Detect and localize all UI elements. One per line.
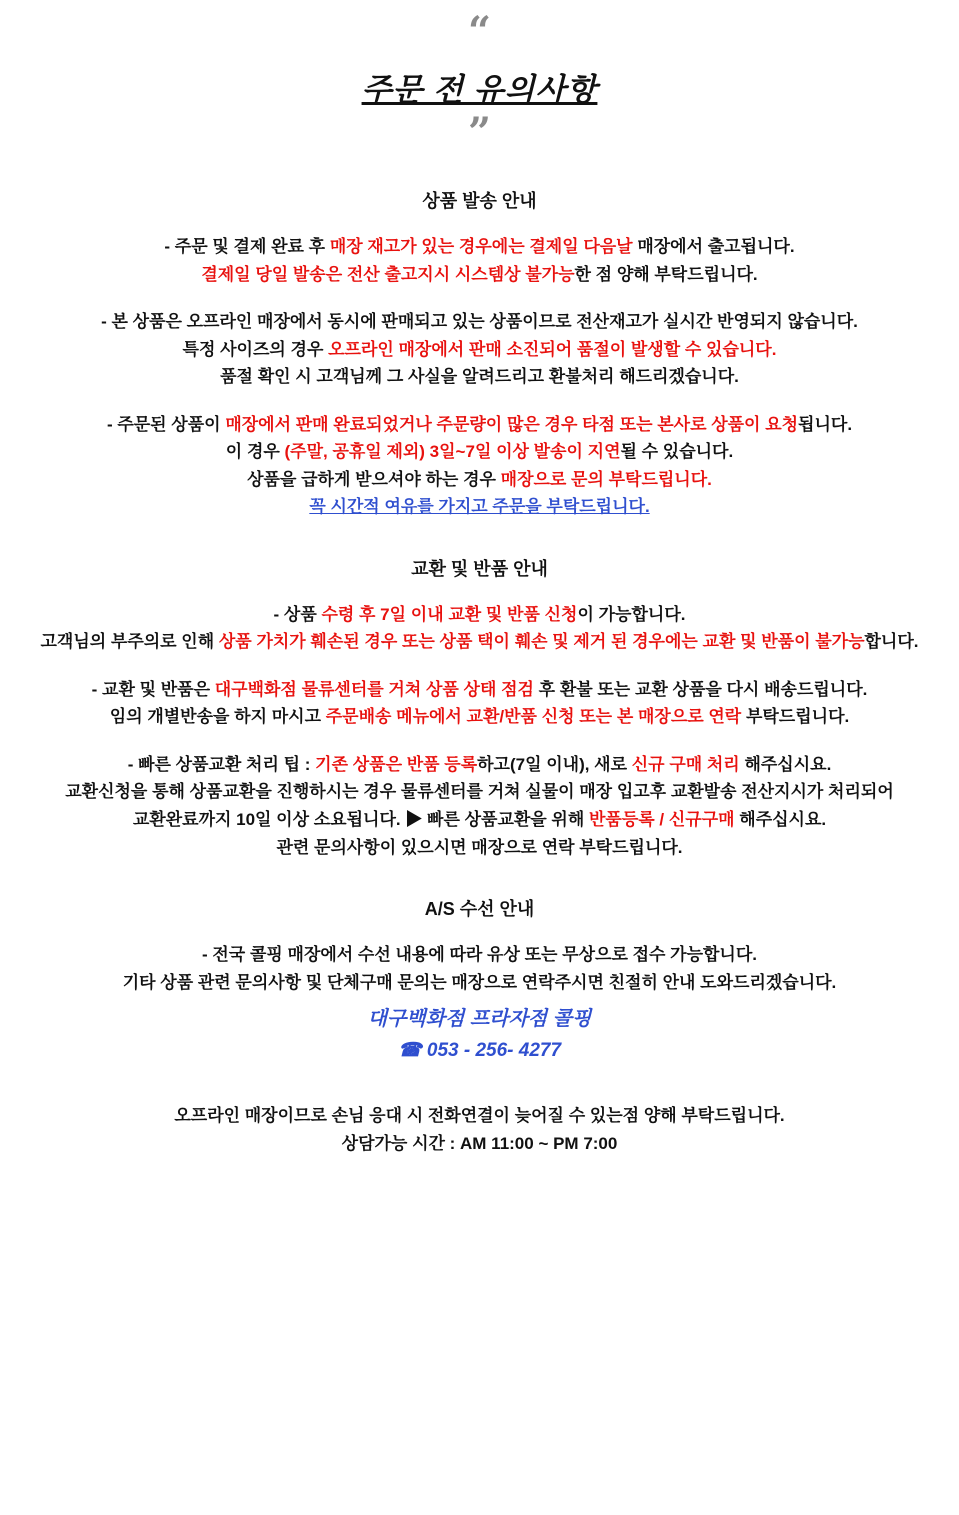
notice-sections — [0, 187, 959, 996]
notice-text-run: 교환완료까지 10일 이상 소요됩니다. ▶ 빠른 상품교환을 위해 — [132, 809, 589, 829]
notice-text-run: 후 환불 또는 교환 상품을 다시 배송드립니다. — [533, 679, 868, 699]
store-name: 대구백화점 프라자점 콜핑 — [367, 1008, 592, 1031]
store-phone: ☎ 053 - 256- 4277 — [397, 1040, 562, 1062]
section-heading: A/S 수선 안내 — [424, 899, 535, 920]
notice-text-run: - 주문 및 결제 완료 후 — [164, 237, 330, 256]
notice-line — [0, 308, 959, 336]
notice-line — [0, 778, 959, 806]
notice-text-run: - 상품 — [273, 604, 322, 624]
notice-text-run: 매장에서 판매 완료되었거나 주문량이 많은 경우 타점 또는 본사로 상품이 요청 — [225, 414, 799, 434]
notice-section — [0, 895, 959, 996]
notice-text-run: 해주십시요. — [739, 754, 832, 774]
notice-text-run: 상품 가치가 훼손된 경우 또는 상품 택이 훼손 및 제거 된 경우에는 교환 및 반품이 불가능 — [218, 632, 865, 652]
notice-text-run: 부탁드립니다. — [741, 707, 850, 727]
notice-line — [0, 601, 959, 629]
notice-line — [0, 411, 959, 439]
notice-line — [0, 233, 959, 261]
notice-text-run: 이 가능합니다. — [577, 604, 686, 624]
notice-text-run: 대구백화점 물류센터를 거쳐 상품 상태 점검 — [214, 679, 534, 699]
notice-line — [0, 969, 959, 997]
quote-open-mark: “ — [467, 8, 491, 55]
notice-line — [0, 261, 959, 289]
notice-line — [0, 493, 959, 521]
notice-text-run: 주문배송 메뉴에서 교환/반품 신청 또는 본 매장으로 연락 — [325, 707, 742, 727]
notice-text-run: - 본 상품은 오프라인 매장에서 동시에 판매되고 있는 상품이므로 전산재고가 실시간 반영되지 않습니다. — [101, 312, 858, 332]
notice-text-run: - 전국 콜핑 매장에서 수선 내용에 따라 유상 또는 무상으로 접수 가능합니다. — [202, 945, 757, 965]
notice-text-run: 꼭 시간적 여유를 가지고 주문을 부탁드립니다. — [309, 497, 650, 517]
section-heading: 교환 및 반품 안내 — [411, 558, 548, 579]
notice-text-run: 특정 사이즈의 경우 — [182, 339, 329, 359]
notice-text-run: 매장으로 문의 부탁드립니다. — [500, 469, 712, 489]
notice-text-run: 기타 상품 관련 문의사항 및 단체구매 문의는 매장으로 연락주시면 친절히 안내 도와드리겠습니다. — [122, 972, 837, 992]
notice-text-run: - 주문된 상품이 — [106, 414, 226, 434]
notice-text-run: 교환신청을 통해 상품교환을 진행하시는 경우 물류센터를 거쳐 실물이 매장 입고후 교환발송 전산지시가 처리되어 — [65, 782, 894, 802]
section-heading: 상품 발송 안내 — [422, 191, 537, 211]
footer-line: 상담가능 시간 : AM 11:00 ~ PM 7:00 — [341, 1133, 618, 1153]
notice-text-run: 관련 문의사항이 있으시면 매장으로 연락 부탁드립니다. — [276, 837, 683, 857]
notice-block — [0, 308, 959, 391]
notice-block — [0, 601, 959, 656]
quote-close-mark: ” — [467, 109, 491, 156]
notice-section — [0, 187, 959, 521]
notice-text-run: - 빠른 상품교환 처리 팁 : — [127, 754, 316, 774]
notice-block — [0, 751, 959, 861]
notice-text-run: 오프라인 매장에서 판매 소진되어 품절이 발생할 수 있습니다. — [328, 339, 777, 359]
notice-text-run: 기존 상품은 반품 등록 — [315, 754, 478, 774]
notice-text-run: 이 경우 — [225, 442, 285, 462]
page-title: 주문 전 유의사항 — [361, 72, 598, 107]
notice-text-run: 고객님의 부주의로 인해 — [40, 632, 219, 652]
notice-block — [0, 411, 959, 521]
notice-line — [0, 703, 959, 731]
notice-text-run: 될 수 있습니다. — [620, 442, 734, 462]
footer-notes — [0, 1102, 959, 1157]
notice-text-run: 매장에서 출고됩니다. — [632, 237, 795, 256]
notice-line — [0, 834, 959, 862]
notice-line — [0, 466, 959, 494]
notice-block — [0, 233, 959, 288]
notice-text-run: 상품을 급하게 받으셔야 하는 경우 — [247, 469, 501, 489]
notice-text-run: (주말, 공휴일 제외) 3일~7일 이상 발송이 지연 — [284, 442, 621, 462]
notice-text-run: 임의 개별반송을 하지 마시고 — [109, 707, 326, 727]
notice-text-run: 합니다. — [864, 632, 919, 652]
notice-text-run: 됩니다. — [798, 414, 853, 434]
notice-text-run: 매장 재고가 있는 경우에는 결제일 다음날 — [329, 237, 633, 256]
notice-text-run: 반품등록 / 신규구매 — [589, 809, 735, 829]
notice-block — [0, 941, 959, 996]
notice-line — [0, 751, 959, 779]
notice-text-run: 한 점 양해 부탁드립니다. — [574, 264, 758, 284]
notice-text-run: 신규 구매 처리 — [631, 754, 740, 774]
notice-line — [0, 806, 959, 834]
footer-line: 오프라인 매장이므로 손님 응대 시 전화연결이 늦어질 수 있는점 양해 부탁드립니다. — [174, 1106, 785, 1126]
notice-line — [0, 941, 959, 969]
notice-section — [0, 555, 959, 861]
notice-text-run: 품절 확인 시 고객님께 그 사실을 알려드리고 환불처리 해드리겠습니다. — [220, 367, 739, 387]
notice-text-run: 하고(7일 이내), 새로 — [477, 754, 632, 774]
notice-line — [0, 438, 959, 466]
notice-text-run: 해주십시요. — [734, 809, 827, 829]
notice-text-run: 수령 후 7일 이내 교환 및 반품 신청 — [321, 604, 578, 624]
notice-line — [0, 628, 959, 656]
notice-line — [0, 336, 959, 364]
notice-text-run: - 교환 및 반품은 — [91, 679, 215, 699]
notice-text-run: 결제일 당일 발송은 전산 출고지시 시스템상 불가능 — [201, 264, 575, 284]
notice-block — [0, 676, 959, 731]
notice-line — [0, 676, 959, 704]
notice-line — [0, 363, 959, 391]
